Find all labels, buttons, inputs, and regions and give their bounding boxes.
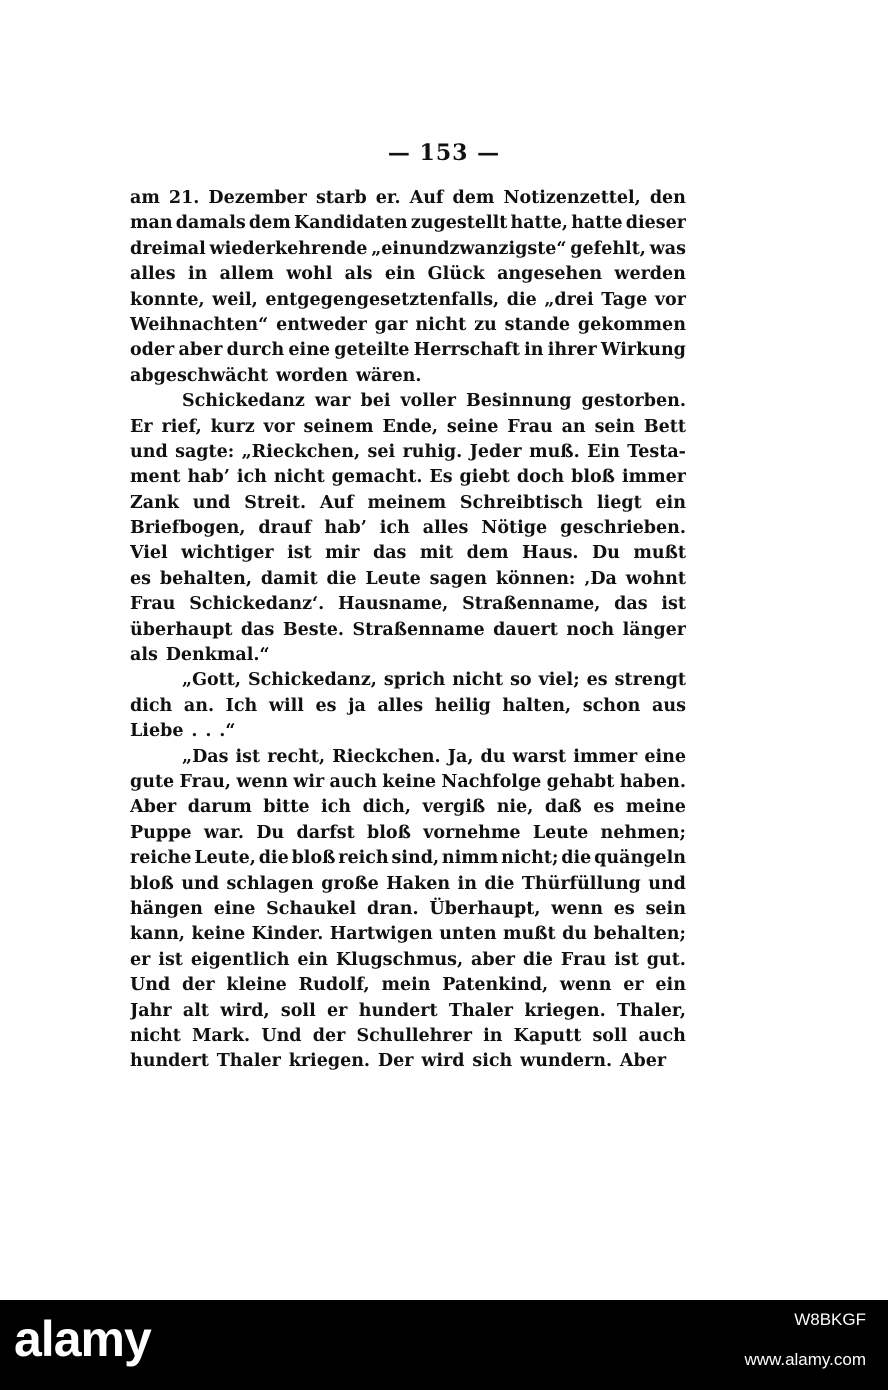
text-line: Puppe war. Du darfst bloß vornehme Leute nehmen; — [130, 822, 686, 843]
text-line: abgeschwächt worden wären. — [130, 365, 422, 386]
text-line: Liebe . . .“ — [130, 721, 236, 742]
text-line: Weihnachten“ entweder gar nicht zu stande gekommen — [130, 314, 686, 335]
text-line: konnte, weil, entgegengesetztenfalls, die „drei Tage vor — [130, 289, 686, 310]
image-id: W8BKGF — [794, 1310, 866, 1329]
text-line: hängen eine Schaukel dran. Überhaupt, wenn es sein — [130, 898, 686, 919]
text-line: nicht Mark. Und der Schullehrer in Kaputt soll auch — [130, 1025, 686, 1046]
text-line: „Das ist recht, Rieckchen. Ja, du warst immer eine — [182, 746, 686, 767]
body-text — [130, 186, 686, 1075]
text-line: Er rief, kurz vor seinem Ende, seine Frau an sein Bett — [130, 416, 686, 437]
text-line: es behalten, damit die Leute sagen können: ‚Da wohnt — [130, 568, 686, 589]
text-line: „Gott, Schickedanz, sprich nicht so viel; es strengt — [182, 670, 686, 691]
text-line: Jahr alt wird, soll er hundert Thaler kriegen. Thaler, — [130, 1000, 686, 1021]
text-line: oder aber durch eine geteilte Herrschaft in ihrer Wirkung — [130, 340, 686, 361]
alamy-logo: alamy — [14, 1311, 151, 1367]
text-line: alles in allem wohl als ein Glück angesehen werden — [130, 264, 686, 285]
text-line: Viel wichtiger ist mir das mit dem Haus. Du mußt — [130, 543, 686, 564]
stock-watermark-banner — [0, 1300, 888, 1390]
page-number: — 153 — — [387, 140, 501, 166]
text-line: gute Frau, wenn wir auch keine Nachfolge gehabt haben. — [130, 771, 686, 792]
text-line: man damals dem Kandidaten zugestellt hatte, hatte dieser — [130, 213, 686, 234]
text-line: überhaupt das Beste. Straßenname dauert noch länger — [130, 619, 686, 640]
text-line: ment hab’ ich nicht gemacht. Es giebt doch bloß immer — [130, 467, 686, 488]
text-line: Und der kleine Rudolf, mein Patenkind, wenn er ein — [130, 975, 686, 996]
text-line: Zank und Streit. Auf meinem Schreibtisch liegt ein — [130, 492, 686, 513]
text-line: hundert Thaler kriegen. Der wird sich wundern. Aber — [130, 1051, 667, 1072]
text-line: er ist eigentlich ein Klugschmus, aber die Frau ist gut. — [130, 949, 686, 970]
text-line: und sagte: „Rieckchen, sei ruhig. Jeder muß. Ein Testa- — [130, 441, 686, 462]
text-line: dich an. Ich will es ja alles heilig halten, schon aus — [130, 695, 686, 716]
text-line: Schickedanz war bei voller Besinnung gestorben. — [182, 391, 686, 412]
text-line: reiche Leute, die bloß reich sind, nimm nicht; die quängeln — [130, 848, 686, 869]
text-line: kann, keine Kinder. Hartwigen unten mußt du behalten; — [130, 924, 686, 945]
text-line: Briefbogen, drauf hab’ ich alles Nötige geschrieben. — [130, 518, 686, 539]
text-line: am 21. Dezember starb er. Auf dem Notizenzettel, den — [130, 188, 686, 208]
site-url: www.alamy.com — [744, 1350, 866, 1369]
text-line: Frau Schickedanz‘. Hausname, Straßenname, das ist — [130, 594, 686, 615]
text-line: dreimal wiederkehrende „einundzwanzigste“ gefehlt, was — [130, 238, 686, 259]
text-line: Aber darum bitte ich dich, vergiß nie, daß es meine — [130, 797, 686, 818]
text-line: als Denkmal.“ — [130, 645, 270, 666]
text-line: bloß und schlagen große Haken in die Thürfüllung und — [130, 873, 686, 894]
